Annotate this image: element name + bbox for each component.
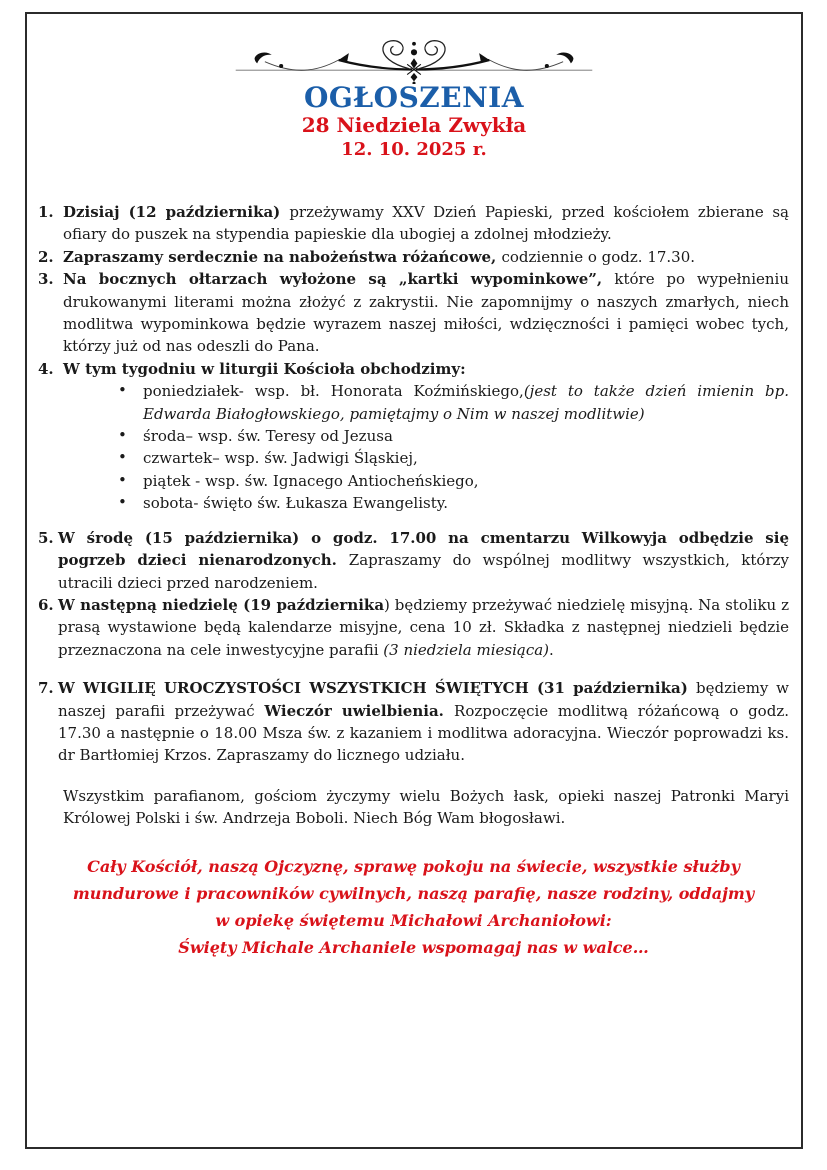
item-text [63,360,466,378]
announcements-section-2 [38,527,789,661]
announcement-item-2 [38,246,789,268]
text-segment: . [549,640,554,659]
liturgy-bullet-saturday [38,492,789,514]
closing-paragraph: Wszystkim parafianom, gościom życzymy wielu Bożych łask, opieki naszej Patronki Maryi Królowej Polski i św. Andrzeja Boboli. Niech Bóg Wam błogosławi. [63,786,789,828]
bullet-text [143,382,789,422]
item-number: 5. [38,528,54,547]
announcement-item-4 [38,358,789,380]
text-segment: Rozpoczęcie modlitwą różańcową o godz. 17.30 a następnie o 18.00 Msza św. z kazaniem i modlitwa adoracyjna. Wieczór poprowadzi ks. dr Bartłomiej Krzos. Zapraszamy do licznego udziału. [58,701,789,765]
text-segment: Na bocznych ołtarzach wyłożone są „kartki wypominkowe”, [63,270,615,289]
announcement-item-1 [38,201,789,246]
item-number: 2. [38,247,54,266]
text-segment: W WIGILIĘ UROCZYSTOŚCI WSZYSTKICH ŚWIĘTYCH (31 października) [58,679,697,698]
bullet-icon: • [118,426,127,445]
page-title: OGŁOSZENIA [304,81,524,114]
item-text [58,529,789,592]
announcement-item-5 [38,527,789,594]
text-segment: poniedziałek- wsp. bł. Honorata Koźmińskiego, [143,382,524,401]
text-segment: przeżywamy XXV Dzień Papieski, przed kościołem zbierane są ofiary do puszek na stypendia papieskie dla ubogiej a zdolnej młodzieży. [63,203,789,244]
text-segment: piątek - wsp. św. Ignacego Antiocheńskiego, [143,471,479,490]
text-segment: codziennie o godz. 17.30. [501,247,696,266]
text-segment: środa– wsp. św. Teresy od Jezusa [143,427,393,446]
liturgy-bullet-thursday [38,447,789,469]
text-segment: Wieczór uwielbienia. [264,701,455,720]
item-number: 6. [38,595,54,614]
invocation-line: Święty Michale Archaniele wspomagaj nas w walce… [178,937,649,957]
divider-ornament-icon [204,36,624,84]
dedication-paragraph: Cały Kościół, naszą Ojczyznę, sprawę pokoju na świecie, wszystkie służby mundurowe i pracowników cywilnych, naszą parafię, nasze rodziny, oddajmy w opiekę świętemu Michałowi Archaniołowi: [72,856,755,930]
item-number: 1. [38,203,54,221]
liturgy-bullet-friday [38,470,789,492]
dedication-block [38,853,789,961]
announcement-item-6 [38,594,789,661]
announcement-item-7 [38,677,789,767]
text-segment: W tym tygodniu w liturgii Kościoła obchodzimy: [63,359,466,378]
text-segment: ) będziemy przeżywać niedzielę misyjną. Na stoliku z prasą wystawione będą kalendarze misyjne, cena 10 zł. Składka z następnej niedzieli będzie przeznaczona na cele inwestycyjne parafii [58,595,789,659]
text-segment: Zapraszamy serdecznie na nabożeństwa różańcowe, [63,247,502,266]
text-segment: Zapraszamy do wspólnej modlitwy wszystkich, którzy utracili dzieci przed narodzeniem. [58,551,789,592]
text-segment: Dzisiaj (12 października) [63,203,290,221]
item-number: 3. [38,270,54,289]
item-text [63,248,695,266]
bullet-text [143,472,479,490]
bullet-icon: • [118,448,127,467]
bullet-icon: • [118,493,127,512]
liturgy-bullet-monday [38,380,789,425]
text-segment: które po wypełnieniu drukowanymi literami można złożyć z zakrystii. Nie zapomnijmy o naszych zmarłych, niech modlitwa wypominkowa będzie wyrazem naszej miłości, wdzięczności i pamięci wobec tych, którzy już od nas odeszli do Pana. [63,270,789,356]
text-segment: czwartek– wsp. św. Jadwigi Śląskiej, [143,449,418,468]
bullet-icon: • [118,381,127,400]
bullet-text [143,427,393,445]
text-segment: W następną niedzielę (19 października [58,595,385,614]
item-number: 4. [38,359,54,378]
text-segment: (3 niedziela miesiąca) [383,640,550,659]
item-text [63,270,789,355]
item-text [63,203,789,243]
liturgy-bullet-list [38,380,789,514]
item-number: 7. [38,679,54,698]
announcement-item-3 [38,268,789,358]
text-segment: W środę (15 października) o godz. 17.00 na cmentarzu Wilkowyja odbędzie się pogrzeb dzieci nienarodzonych. [58,528,789,570]
page-header [27,14,801,161]
text-segment: sobota- święto św. Łukasza Ewangelisty. [143,494,448,513]
page-subtitle: 28 Niedziela Zwykła [301,113,527,137]
bullet-icon: • [118,470,127,489]
bullet-text [143,494,448,512]
bullet-text [143,449,418,467]
announcements-content [27,201,801,961]
item-text [58,679,789,764]
text-segment: (jest to także dzień imienin bp. Edwarda Białogłowskiego, pamiętajmy o Nim w naszej modlitwie) [143,382,789,423]
page-date: 12. 10. 2025 r. [341,139,487,160]
text-segment: będziemy w naszej parafii przeżywać [58,679,789,720]
item-text [58,596,789,659]
liturgy-bullet-wednesday [38,425,789,447]
page-frame [25,12,803,1149]
